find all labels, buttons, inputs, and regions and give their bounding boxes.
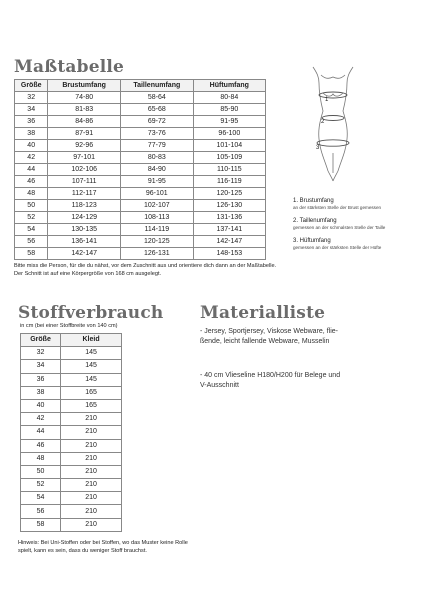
table-cell: 142-147 bbox=[193, 236, 265, 248]
table-cell: 102-107 bbox=[120, 200, 193, 212]
table-row bbox=[15, 140, 266, 152]
table-row bbox=[21, 465, 122, 478]
table-cell: 210 bbox=[61, 426, 122, 439]
table-row bbox=[15, 128, 266, 140]
table-cell: 42 bbox=[15, 152, 48, 164]
table-cell: 102-106 bbox=[48, 164, 121, 176]
table-cell: 58-64 bbox=[120, 92, 193, 104]
table-cell: 120-125 bbox=[193, 188, 265, 200]
table-row bbox=[21, 413, 122, 426]
table-cell: 34 bbox=[15, 104, 48, 116]
table-cell: 142-147 bbox=[48, 248, 121, 260]
table-row bbox=[21, 492, 122, 505]
table-cell: 81-83 bbox=[48, 104, 121, 116]
note-line: Bitte miss die Person, für die du nähst, vor dem Zuschnitt aus und orientiere dich dann an der Maßtabelle. bbox=[14, 263, 277, 269]
table-cell: 145 bbox=[61, 360, 122, 373]
table-cell: 145 bbox=[61, 373, 122, 386]
marker-1: 1 bbox=[325, 97, 329, 103]
fabric-table-body bbox=[21, 347, 122, 532]
table-cell: 34 bbox=[21, 360, 61, 373]
table-cell: 56 bbox=[21, 505, 61, 518]
table-cell: 80-83 bbox=[120, 152, 193, 164]
table-cell: 105-109 bbox=[193, 152, 265, 164]
table-row bbox=[21, 360, 122, 373]
measurement-note bbox=[14, 262, 304, 278]
table-row bbox=[21, 518, 122, 531]
legend-title: 3. Hüftumfang bbox=[293, 238, 331, 244]
table-row bbox=[15, 176, 266, 188]
table-cell: 52 bbox=[15, 212, 48, 224]
table-cell: 84-90 bbox=[120, 164, 193, 176]
table-cell: 210 bbox=[61, 518, 122, 531]
table-row bbox=[15, 188, 266, 200]
table-cell: 92-96 bbox=[48, 140, 121, 152]
table-cell: 74-80 bbox=[48, 92, 121, 104]
body-figure-illustration bbox=[303, 63, 363, 188]
materials-title: Materialliste bbox=[200, 303, 326, 323]
material-line: V-Ausschnitt bbox=[200, 382, 239, 389]
table-cell: 54 bbox=[21, 492, 61, 505]
table-row bbox=[21, 452, 122, 465]
legend-subtitle: an der stärksten Stelle der Brust gemessen bbox=[293, 205, 382, 210]
table-cell: 42 bbox=[21, 413, 61, 426]
table-cell: 165 bbox=[61, 399, 122, 412]
table-cell: 44 bbox=[15, 164, 48, 176]
table-cell: 46 bbox=[15, 176, 48, 188]
fabric-table bbox=[20, 333, 122, 532]
material-item bbox=[200, 327, 380, 347]
table-cell: 73-76 bbox=[120, 128, 193, 140]
material-item bbox=[200, 371, 380, 391]
table-cell: 96-101 bbox=[120, 188, 193, 200]
table-cell: 126-131 bbox=[120, 248, 193, 260]
size-chart-title: Maßtabelle bbox=[14, 57, 125, 77]
table-row bbox=[15, 92, 266, 104]
legend-subtitle: gemessen an der stärksten Stelle der Hüfte bbox=[293, 245, 382, 250]
table-cell: 96-100 bbox=[193, 128, 265, 140]
table-row bbox=[15, 200, 266, 212]
legend-item-waist bbox=[293, 218, 418, 231]
table-row bbox=[15, 248, 266, 260]
table-cell: 107-111 bbox=[48, 176, 121, 188]
table-cell: 101-104 bbox=[193, 140, 265, 152]
table-cell: 32 bbox=[21, 347, 61, 360]
table-row bbox=[15, 116, 266, 128]
hint-line: Hinweis: Bei Uni-Stoffen oder bei Stoffen, wo das Muster keine Rolle bbox=[18, 540, 188, 546]
table-cell: 112-117 bbox=[48, 188, 121, 200]
table-row bbox=[21, 479, 122, 492]
marker-2: 2 bbox=[321, 119, 325, 125]
table-cell: 50 bbox=[15, 200, 48, 212]
legend-title: 2. Taillenumfang bbox=[293, 218, 337, 224]
legend-title: 1. Brustumfang bbox=[293, 198, 334, 204]
table-cell: 48 bbox=[21, 452, 61, 465]
table-cell: 210 bbox=[61, 413, 122, 426]
table-cell: 46 bbox=[21, 439, 61, 452]
table-cell: 210 bbox=[61, 492, 122, 505]
table-cell: 56 bbox=[15, 236, 48, 248]
table-cell: 126-130 bbox=[193, 200, 265, 212]
table-cell: 210 bbox=[61, 439, 122, 452]
column-header: Hüftumfang bbox=[193, 80, 265, 92]
table-cell: 40 bbox=[21, 399, 61, 412]
table-row bbox=[15, 224, 266, 236]
table-cell: 210 bbox=[61, 479, 122, 492]
table-cell: 118-123 bbox=[48, 200, 121, 212]
table-header-row bbox=[15, 80, 266, 92]
table-cell: 36 bbox=[21, 373, 61, 386]
table-cell: 40 bbox=[15, 140, 48, 152]
table-cell: 91-95 bbox=[120, 176, 193, 188]
table-row bbox=[15, 104, 266, 116]
table-cell: 108-113 bbox=[120, 212, 193, 224]
table-row bbox=[21, 347, 122, 360]
fabric-title: Stoffverbrauch bbox=[18, 303, 164, 323]
table-cell: 165 bbox=[61, 386, 122, 399]
table-cell: 50 bbox=[21, 465, 61, 478]
table-row bbox=[21, 439, 122, 452]
table-cell: 44 bbox=[21, 426, 61, 439]
table-row bbox=[21, 373, 122, 386]
table-row bbox=[21, 399, 122, 412]
size-chart-table bbox=[14, 79, 266, 260]
marker-3: 3 bbox=[316, 145, 320, 151]
fabric-hint bbox=[18, 539, 278, 555]
table-cell: 145 bbox=[61, 347, 122, 360]
table-row bbox=[15, 152, 266, 164]
table-cell: 58 bbox=[15, 248, 48, 260]
table-cell: 54 bbox=[15, 224, 48, 236]
column-header: Größe bbox=[15, 80, 48, 92]
table-cell: 124-129 bbox=[48, 212, 121, 224]
table-cell: 120-125 bbox=[120, 236, 193, 248]
table-cell: 38 bbox=[15, 128, 48, 140]
table-cell: 137-141 bbox=[193, 224, 265, 236]
table-cell: 87-91 bbox=[48, 128, 121, 140]
table-row bbox=[15, 164, 266, 176]
hint-line: spielt, kann es sein, dass du weniger Stoff brauchst. bbox=[18, 548, 147, 554]
material-line: - 40 cm Vlieseline H180/H200 für Belege und bbox=[200, 372, 341, 379]
table-cell: 91-95 bbox=[193, 116, 265, 128]
table-header-row bbox=[21, 334, 122, 347]
table-cell: 32 bbox=[15, 92, 48, 104]
column-header: Brustumfang bbox=[48, 80, 121, 92]
table-cell: 210 bbox=[61, 452, 122, 465]
table-cell: 77-79 bbox=[120, 140, 193, 152]
material-line: - Jersey, Sportjersey, Viskose Webware, flie- bbox=[200, 328, 338, 335]
column-header: Größe bbox=[21, 334, 61, 347]
legend-subtitle: gemessen an der schmalsten Stelle der Taille bbox=[293, 225, 386, 230]
table-row bbox=[21, 386, 122, 399]
table-cell: 210 bbox=[61, 465, 122, 478]
table-cell: 52 bbox=[21, 479, 61, 492]
table-cell: 131-136 bbox=[193, 212, 265, 224]
table-cell: 148-153 bbox=[193, 248, 265, 260]
table-cell: 114-119 bbox=[120, 224, 193, 236]
table-cell: 38 bbox=[21, 386, 61, 399]
table-row bbox=[15, 236, 266, 248]
table-cell: 69-72 bbox=[120, 116, 193, 128]
table-cell: 210 bbox=[61, 505, 122, 518]
column-header: Taillenumfang bbox=[120, 80, 193, 92]
table-cell: 130-135 bbox=[48, 224, 121, 236]
table-cell: 85-90 bbox=[193, 104, 265, 116]
table-cell: 58 bbox=[21, 518, 61, 531]
table-cell: 110-115 bbox=[193, 164, 265, 176]
legend-item-bust bbox=[293, 198, 418, 211]
table-row bbox=[21, 505, 122, 518]
table-cell: 136-141 bbox=[48, 236, 121, 248]
column-header: Kleid bbox=[61, 334, 122, 347]
legend-item-hip bbox=[293, 238, 418, 251]
table-cell: 65-68 bbox=[120, 104, 193, 116]
table-cell: 80-84 bbox=[193, 92, 265, 104]
table-row bbox=[21, 426, 122, 439]
table-row bbox=[15, 212, 266, 224]
table-cell: 116-119 bbox=[193, 176, 265, 188]
size-chart-body bbox=[15, 92, 266, 260]
material-line: ßende, leicht fallende Webware, Musselin bbox=[200, 338, 330, 345]
table-cell: 84-86 bbox=[48, 116, 121, 128]
fabric-subtitle: in cm (bei einer Stoffbreite von 140 cm) bbox=[20, 323, 118, 329]
table-cell: 48 bbox=[15, 188, 48, 200]
table-cell: 36 bbox=[15, 116, 48, 128]
table-cell: 97-101 bbox=[48, 152, 121, 164]
note-line: Der Schnitt ist auf eine Körpergröße von 168 cm ausgelegt. bbox=[14, 271, 162, 277]
